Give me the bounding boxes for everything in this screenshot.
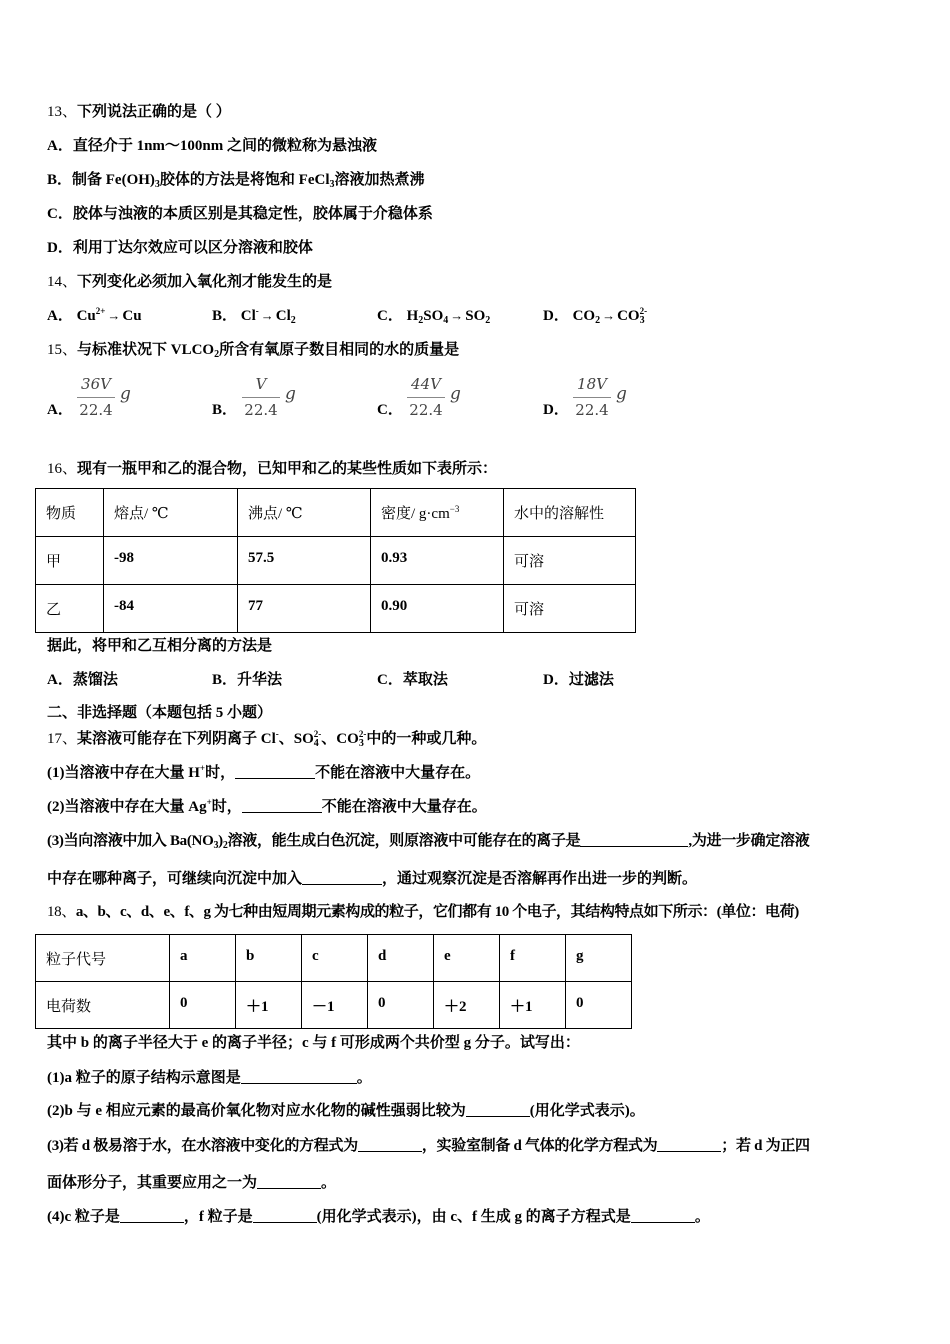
question-text: ) bbox=[218, 833, 223, 849]
section-title: 二、非选择题（本题包括 5 小题） bbox=[47, 705, 273, 721]
formula: Cu bbox=[122, 308, 142, 324]
q13-number: 13、 bbox=[47, 104, 78, 120]
option-text: 利用丁达尔效应可以区分溶液和胶体 bbox=[72, 240, 313, 256]
q15-number: 15、 bbox=[47, 342, 78, 358]
option-text: 过滤法 bbox=[568, 672, 614, 688]
q17-stem-text: 某溶液可能存在下列阴离子 Cl bbox=[77, 731, 276, 747]
subscript: 3 bbox=[154, 179, 160, 190]
denominator: 22.4 bbox=[409, 401, 443, 419]
unit: g bbox=[120, 384, 131, 404]
fraction bbox=[573, 374, 611, 420]
table-row bbox=[36, 982, 632, 1029]
q18-part1 bbox=[47, 1068, 372, 1088]
table-cell: 77 bbox=[238, 585, 371, 633]
answer-blank[interactable] bbox=[358, 1136, 422, 1152]
subscript: 2 bbox=[214, 349, 220, 360]
option-label: B． bbox=[47, 172, 73, 188]
option-label: A． bbox=[47, 402, 73, 418]
option-label: C． bbox=[377, 672, 403, 688]
answer-blank[interactable] bbox=[242, 797, 322, 813]
q16-option-a bbox=[47, 670, 118, 690]
option-text: 胶体与浊液的本质区别是其稳定性，胶体属于介稳体系 bbox=[72, 206, 433, 222]
q16-stem bbox=[47, 459, 497, 479]
q17-part3 bbox=[47, 831, 809, 851]
q16-number: 16、 bbox=[47, 461, 78, 477]
table-cell: 0 bbox=[566, 982, 632, 1029]
question-text: (1)a 粒子的原子结构示意图是 bbox=[47, 1070, 241, 1086]
denominator: 22.4 bbox=[79, 401, 113, 419]
particles-table bbox=[35, 934, 632, 1029]
q17-stem-text: 中的一种或几种。 bbox=[366, 731, 487, 747]
option-text: 溶液加热煮沸 bbox=[334, 172, 425, 188]
option-text: 直径介于 1nm～100nm 之间的微粒称为悬浊液 bbox=[72, 138, 378, 154]
question-text: (3)当向溶液中加入 Ba(NO bbox=[47, 833, 214, 849]
table-cell: g bbox=[566, 935, 632, 982]
q17-part3-line2 bbox=[47, 869, 697, 889]
q14-stem bbox=[47, 272, 332, 292]
q17-number: 17、 bbox=[47, 731, 78, 747]
denominator: 22.4 bbox=[575, 401, 609, 419]
answer-blank[interactable] bbox=[466, 1101, 530, 1117]
question-text: 时， bbox=[211, 799, 242, 815]
table-cell: －1 bbox=[302, 982, 368, 1029]
q15-option-c bbox=[377, 374, 487, 422]
question-text: (4)c 粒子是 bbox=[47, 1209, 120, 1225]
table-header: 物质 bbox=[36, 489, 104, 537]
table-header: 电荷数 bbox=[36, 982, 170, 1029]
subscript: 2 bbox=[595, 315, 601, 326]
table-cell: 0.90 bbox=[371, 585, 504, 633]
option-label: D． bbox=[47, 240, 73, 256]
option-text: 萃取法 bbox=[402, 672, 448, 688]
q16-followup: 据此，将甲和乙互相分离的方法是 bbox=[47, 638, 273, 654]
table-cell: 0.93 bbox=[371, 537, 504, 585]
table-header: 熔点/ ℃ bbox=[104, 489, 238, 537]
option-label: C． bbox=[377, 308, 403, 324]
table-row bbox=[36, 935, 632, 982]
table-cell: f bbox=[500, 935, 566, 982]
denominator: 22.4 bbox=[244, 401, 278, 419]
q13-stem bbox=[47, 102, 231, 122]
option-text: 蒸馏法 bbox=[72, 672, 118, 688]
q18-part2 bbox=[47, 1101, 645, 1121]
table-row bbox=[36, 585, 636, 633]
subscript: 3 bbox=[639, 315, 645, 326]
answer-blank[interactable] bbox=[657, 1136, 721, 1152]
question-text: (用化学式表示)，由 c、f 生成 g 的离子方程式是 bbox=[316, 1209, 631, 1225]
superscript: 2- bbox=[358, 729, 367, 739]
superscript: - bbox=[255, 306, 259, 316]
formula: SO bbox=[423, 308, 444, 324]
table-cell: c bbox=[302, 935, 368, 982]
table-cell: 乙 bbox=[36, 585, 104, 633]
fraction-bar bbox=[407, 397, 445, 398]
question-text: 不能在溶液中大量存在。 bbox=[321, 799, 487, 815]
table-cell: ＋1 bbox=[236, 982, 302, 1029]
q14-option-d bbox=[543, 306, 647, 326]
table-header bbox=[371, 489, 504, 537]
table-cell: ＋1 bbox=[500, 982, 566, 1029]
question-text: (2)b 与 e 相应元素的最高价氧化物对应水化物的碱性强弱比较为 bbox=[47, 1103, 466, 1119]
option-label: D． bbox=[543, 672, 569, 688]
q18-number: 18、 bbox=[47, 904, 76, 920]
q14-stem-text: 下列变化必须加入氧化剂才能发生的是 bbox=[77, 274, 333, 290]
numerator: 18V bbox=[577, 375, 607, 393]
formula: Cl bbox=[275, 308, 291, 324]
table-cell: b bbox=[236, 935, 302, 982]
answer-blank[interactable] bbox=[253, 1207, 317, 1223]
unit: g bbox=[616, 384, 627, 404]
question-text: ，实验室制备 d 气体的化学方程式为 bbox=[421, 1138, 658, 1154]
table-header: 粒子代号 bbox=[36, 935, 170, 982]
table-cell: ＋2 bbox=[434, 982, 500, 1029]
option-text: 胶体的方法是将饱和 FeCl bbox=[159, 172, 330, 188]
formula: CO bbox=[572, 308, 596, 324]
option-label: B． bbox=[212, 672, 238, 688]
fraction bbox=[77, 374, 115, 420]
table-cell: -84 bbox=[104, 585, 238, 633]
table-cell: 0 bbox=[170, 982, 236, 1029]
option-text: 升华法 bbox=[237, 672, 283, 688]
q17-stem-text: 、CO bbox=[321, 731, 359, 747]
option-label: D． bbox=[543, 402, 569, 418]
table-cell: 甲 bbox=[36, 537, 104, 585]
question-text: (2)当溶液中存在大量 Ag bbox=[47, 799, 207, 815]
q15-option-d bbox=[543, 374, 653, 422]
question-text: 不能在溶液中大量存在。 bbox=[315, 765, 481, 781]
answer-blank[interactable] bbox=[235, 763, 315, 779]
table-cell: d bbox=[368, 935, 434, 982]
subscript: 3 bbox=[358, 738, 364, 749]
table-header: 水中的溶解性 bbox=[504, 489, 636, 537]
q18-part4 bbox=[47, 1207, 710, 1227]
option-label: A． bbox=[47, 308, 73, 324]
q17-part2 bbox=[47, 797, 487, 817]
subscript: 4 bbox=[443, 315, 449, 326]
q16-option-d bbox=[543, 670, 614, 690]
answer-blank[interactable] bbox=[257, 1173, 321, 1189]
q13-option-c bbox=[47, 204, 433, 224]
superscript: −3 bbox=[449, 504, 460, 514]
q14-number: 14、 bbox=[47, 274, 78, 290]
q16-stem-text: 现有一瓶甲和乙的混合物，已知甲和乙的某些性质如下表所示： bbox=[77, 461, 498, 477]
q18-stem bbox=[47, 902, 799, 922]
superscript: 2+ bbox=[95, 306, 106, 316]
table-cell: 57.5 bbox=[238, 537, 371, 585]
q13-option-a bbox=[47, 136, 377, 156]
option-text: 制备 Fe(OH) bbox=[72, 172, 155, 188]
answer-blank[interactable] bbox=[120, 1207, 184, 1223]
q15-option-b bbox=[212, 374, 322, 422]
q16-option-c bbox=[377, 670, 448, 690]
option-label: C． bbox=[377, 402, 403, 418]
answer-blank[interactable] bbox=[580, 831, 688, 847]
numerator: 36V bbox=[81, 375, 111, 393]
option-label: B． bbox=[212, 308, 238, 324]
question-text: ，f 粒子是 bbox=[183, 1209, 253, 1225]
answer-blank[interactable] bbox=[302, 869, 382, 885]
formula: Cl bbox=[240, 308, 256, 324]
question-text: (1)当溶液中存在大量 H bbox=[47, 765, 200, 781]
q18-stem-text: a、b、c、d、e、f、g 为七种由短周期元素构成的粒子，它们都有 10 个电子，其结构特点如下所示：(单位：电荷) bbox=[75, 904, 799, 920]
formula: Cu bbox=[76, 308, 96, 324]
table-row bbox=[36, 537, 636, 585]
table-cell: e bbox=[434, 935, 500, 982]
subscript: 2 bbox=[290, 315, 296, 326]
table-cell: -98 bbox=[104, 537, 238, 585]
question-text: 溶液，能生成白色沉淀，则原溶液中可能存在的离子是 bbox=[227, 833, 581, 849]
subscript: 3 bbox=[213, 840, 219, 851]
q15-option-a bbox=[47, 374, 157, 422]
q17-stem-text: 、SO bbox=[278, 731, 314, 747]
arrow-icon: → bbox=[602, 308, 616, 323]
q18-note: 其中 b 的离子半径大于 e 的离子半径；c 与 f 可形成两个共价型 g 分子。试写出： bbox=[47, 1035, 580, 1051]
question-text: (3)若 d 极易溶于水，在水溶液中变化的方程式为 bbox=[47, 1138, 358, 1154]
superscript: - bbox=[275, 729, 279, 739]
table-cell: 可溶 bbox=[504, 537, 636, 585]
question-text: (用化学式表示)。 bbox=[529, 1103, 645, 1119]
subscript: 2 bbox=[418, 315, 424, 326]
fraction bbox=[242, 374, 280, 420]
fraction bbox=[407, 374, 445, 420]
arrow-icon: → bbox=[450, 308, 464, 323]
numerator: V bbox=[255, 375, 267, 393]
question-text: 。 bbox=[356, 1070, 372, 1086]
superscript: + bbox=[199, 763, 206, 773]
question-text: 时， bbox=[205, 765, 236, 781]
numerator: 44V bbox=[411, 375, 441, 393]
question-text: 。 bbox=[694, 1209, 710, 1225]
table-header-row bbox=[36, 489, 636, 537]
q14-option-a bbox=[47, 306, 142, 326]
q16-option-b bbox=[212, 670, 282, 690]
answer-blank[interactable] bbox=[241, 1068, 357, 1084]
q13-option-b bbox=[47, 170, 425, 190]
q13-option-d bbox=[47, 238, 313, 258]
question-text: ，通过观察沉淀是否溶解再作出进一步的判断。 bbox=[382, 871, 698, 887]
unit: g bbox=[285, 384, 296, 404]
fraction-bar bbox=[242, 397, 280, 398]
formula: SO bbox=[465, 308, 486, 324]
q14-option-b bbox=[212, 306, 296, 326]
q15-stem-text: 所含有氧原子数目相同的水的质量是 bbox=[219, 342, 460, 358]
formula: H bbox=[406, 308, 419, 324]
question-text: 中存在哪种离子，可继续向沉淀中加入 bbox=[47, 871, 303, 887]
q15-stem bbox=[47, 340, 459, 360]
superscript: 2- bbox=[313, 729, 322, 739]
table-cell: a bbox=[170, 935, 236, 982]
unit: g bbox=[450, 384, 461, 404]
q15-stem-text: 与标准状况下 VLCO bbox=[77, 342, 215, 358]
arrow-icon: → bbox=[260, 308, 274, 323]
fraction-bar bbox=[573, 397, 611, 398]
subscript: 2 bbox=[485, 315, 491, 326]
option-label: D． bbox=[543, 308, 569, 324]
subscript: 3 bbox=[329, 179, 335, 190]
question-text: ；若 d 为正四 bbox=[721, 1138, 810, 1154]
fraction-bar bbox=[77, 397, 115, 398]
question-text: 。 bbox=[321, 1175, 337, 1191]
q14-option-c bbox=[377, 306, 490, 326]
table-cell: 0 bbox=[368, 982, 434, 1029]
question-text: ,为进一步确定溶液 bbox=[688, 833, 810, 849]
option-label: B． bbox=[212, 402, 238, 418]
arrow-icon: → bbox=[107, 308, 121, 323]
answer-blank[interactable] bbox=[631, 1207, 695, 1223]
option-label: A． bbox=[47, 672, 73, 688]
formula: CO bbox=[617, 308, 640, 324]
option-label: C． bbox=[47, 206, 73, 222]
superscript: 2- bbox=[639, 306, 648, 316]
superscript: + bbox=[206, 797, 212, 807]
q18-part3 bbox=[47, 1136, 810, 1156]
question-text: 面体形分子，其重要应用之一为 bbox=[47, 1175, 258, 1191]
properties-table bbox=[35, 488, 636, 633]
header-text: 密度/ g·cm bbox=[381, 506, 450, 522]
subscript: 2 bbox=[222, 840, 228, 851]
q13-stem-text: 下列说法正确的是（ ） bbox=[77, 104, 231, 120]
table-header: 沸点/ ℃ bbox=[238, 489, 371, 537]
table-cell: 可溶 bbox=[504, 585, 636, 633]
subscript: 4 bbox=[313, 738, 319, 749]
q17-stem bbox=[47, 729, 486, 749]
q17-part1 bbox=[47, 763, 480, 783]
option-label: A． bbox=[47, 138, 73, 154]
q18-part3-line2 bbox=[47, 1173, 336, 1193]
